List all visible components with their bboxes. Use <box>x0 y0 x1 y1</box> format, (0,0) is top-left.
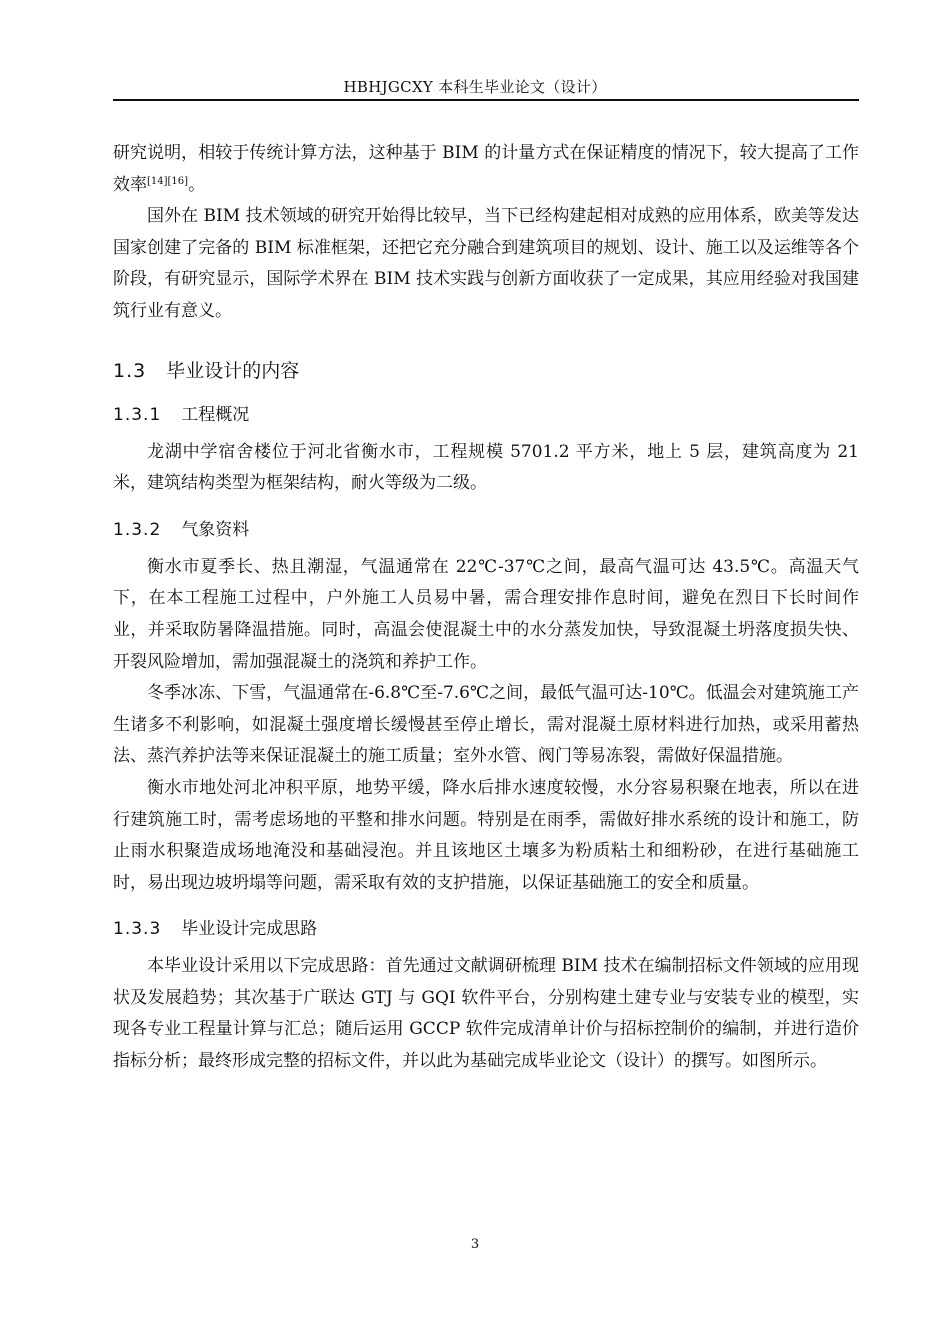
paragraph-foreign-research: 国外在 BIM 技术领域的研究开始得比较早，当下已经构建起相对成熟的应用体系，欧美等发达国家创建了完备的 BIM 标准框架，还把它充分融合到建筑项目的规划、设计、施工以及运维等各个阶段，有研究显示，国际学术界在 BIM 技术实践与创新方面收获了一定成果，其应用经验对我国建筑行业有意义。 <box>113 206 859 321</box>
section-number: 1.3.3 <box>113 919 162 940</box>
page-header: HBHJGCXY 本科生毕业论文（设计） <box>343 78 607 96</box>
paragraph-project-overview: 龙湖中学宿舍楼位于河北省衡水市，工程规模 5701.2 平方米，地上 5 层，建筑高度为 21 米，建筑结构类型为框架结构，耐火等级为二级。 <box>113 441 859 494</box>
paragraph-summer-climate: 衡水市夏季长、热且潮湿，气温通常在 22℃-37℃之间，最高气温可达 43.5℃。高温天气下，在本工程施工过程中，户外施工人员易中暑，需合理安排作息时间，避免在烈日下长时间作业，并采取防暑降温措施。同时，高温会使混凝土中的水分蒸发加快，导致混凝土坍落度损失快、开裂风险增加，需加强混凝土的浇筑和养护工作。 <box>113 556 859 672</box>
paragraph-winter-climate: 冬季冰冻、下雪，气温通常在-6.8℃至-7.6℃之间，最低气温可达-10℃。低温会对建筑施工产生诸多不利影响，如混凝土强度增长缓慢甚至停止增长，需对混凝土原材料进行加热，或采用蓄热法、蒸汽养护法等来保证混凝土的施工质量；室外水管、阀门等易冻裂，需做好保温措施。 <box>113 683 859 767</box>
paragraph-end: 。 <box>188 174 206 195</box>
section-number: 1.3 <box>113 359 147 382</box>
section-number: 1.3.1 <box>113 404 162 425</box>
paragraph-text: 研究说明，相较于传统计算方法，这种基于 BIM 的计量方式在保证精度的情况下，较大提高了工作效率 <box>113 143 859 195</box>
document-body <box>113 138 859 1078</box>
section-title: 毕业设计完成思路 <box>181 919 318 940</box>
paragraph-terrain: 衡水市地处河北冲积平原，地势平缓，降水后排水速度较慢，水分容易积聚在地表，所以在进行建筑施工时，需考虑场地的平整和排水问题。特别是在雨季，需做好排水系统的设计和施工，防止雨水积聚造成场地淹没和基础浸泡。并且该地区土壤多为粉质粘土和细粉砂，在进行基础施工时，易出现边坡坍塌等问题，需采取有效的支护措施，以保证基础施工的安全和质量。 <box>113 777 859 893</box>
paragraph-research-efficiency <box>113 138 859 201</box>
section-title: 气象资料 <box>181 519 250 540</box>
section-title: 毕业设计的内容 <box>166 359 300 382</box>
section-heading-1-3-3 <box>113 899 859 951</box>
section-heading-1-3 <box>113 328 859 403</box>
citation-ref: [14][16] <box>147 175 189 187</box>
header-divider <box>113 99 859 101</box>
paragraph-design-approach: 本毕业设计采用以下完成思路：首先通过文献调研梳理 BIM 技术在编制招标文件领域的应用现状及发展趋势；其次基于广联达 GTJ 与 GQI 软件平台，分别构建土建专业与安装专业的模型，实现各专业工程量计算与汇总；随后运用 GCCP 软件完成清单计价与招标控制价的编制，并进行造价指标分析；最终形成完整的招标文件，并以此为基础完成毕业论文（设计）的撰写。如图所示。 <box>113 956 859 1072</box>
section-heading-1-3-2 <box>113 500 859 552</box>
section-title: 工程概况 <box>181 404 250 425</box>
section-number: 1.3.2 <box>113 519 162 540</box>
page-number: 3 <box>470 1237 480 1252</box>
section-heading-1-3-1 <box>113 403 859 437</box>
